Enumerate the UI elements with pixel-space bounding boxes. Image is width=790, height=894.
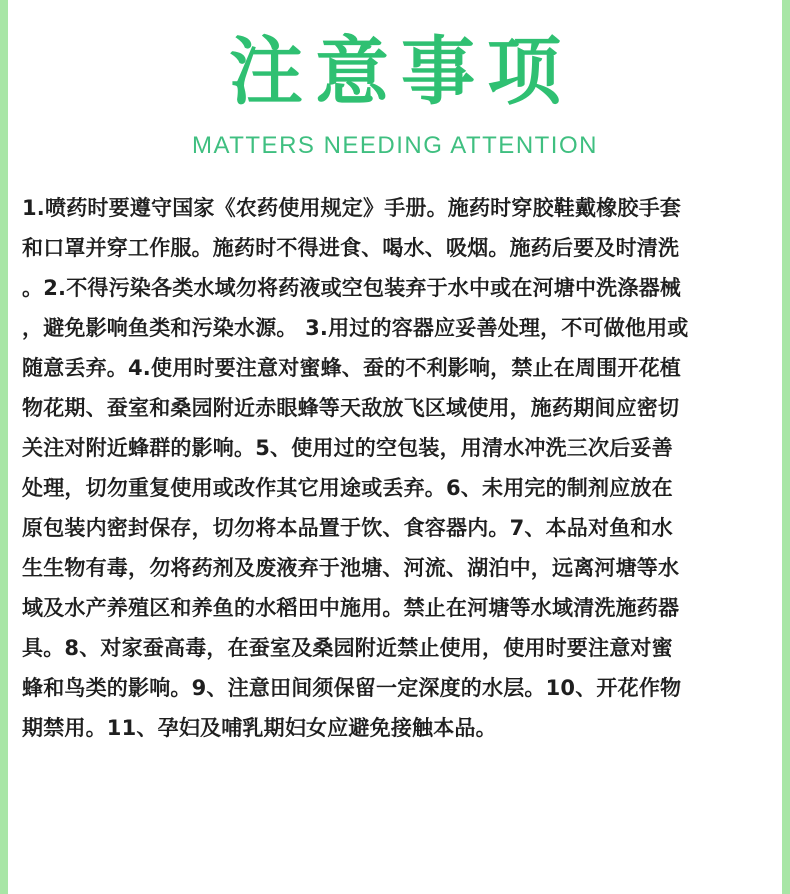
body-line: ，避免影响鱼类和污染水源。 3.用过的容器应妥善处理，不可做他用或 (22, 316, 689, 340)
body-line: 域及水产养殖区和养鱼的水稻田中施用。禁止在河塘等水域清洗施药器 (22, 596, 680, 620)
body-line: 1.喷药时要遵守国家《农药使用规定》手册。施药时穿胶鞋戴橡胶手套 (22, 196, 681, 220)
page-subtitle: MATTERS NEEDING ATTENTION (192, 132, 598, 159)
body-line: 期禁用。11、孕妇及哺乳期妇女应避免接触本品。 (22, 716, 497, 740)
body-line: 。2.不得污染各类水域勿将药液或空包装弃于水中或在河塘中洗涤器械 (22, 276, 681, 300)
notice-body (22, 188, 768, 748)
body-line: 蜂和鸟类的影响。9、注意田间须保留一定深度的水层。10、开花作物 (22, 676, 682, 700)
body-line: 生生物有毒，勿将药剂及废液弃于池塘、河流、湖泊中，远离河塘等水 (22, 556, 680, 580)
body-line: 原包装内密封保存，切勿将本品置于饮、食容器内。7、本品对鱼和水 (22, 516, 673, 540)
body-line: 处理，切勿重复使用或改作其它用途或丢弃。6、未用完的制剂应放在 (22, 476, 673, 500)
body-line: 和口罩并穿工作服。施药时不得进食、喝水、吸烟。施药后要及时清洗 (22, 236, 680, 260)
body-line: 具。8、对家蚕高毒，在蚕室及桑园附近禁止使用，使用时要注意对蜜 (22, 636, 673, 660)
body-line: 关注对附近蜂群的影响。5、使用过的空包装，用清水冲洗三次后妥善 (22, 436, 673, 460)
page-title: 注意事项 (229, 29, 573, 115)
body-line: 物花期、蚕室和桑园附近赤眼蜂等天敌放飞区域使用，施药期间应密切 (22, 396, 680, 420)
header (0, 28, 790, 116)
body-line: 随意丢弃。4.使用时要注意对蜜蜂、蚕的不利影响，禁止在周围开花植 (22, 356, 681, 380)
